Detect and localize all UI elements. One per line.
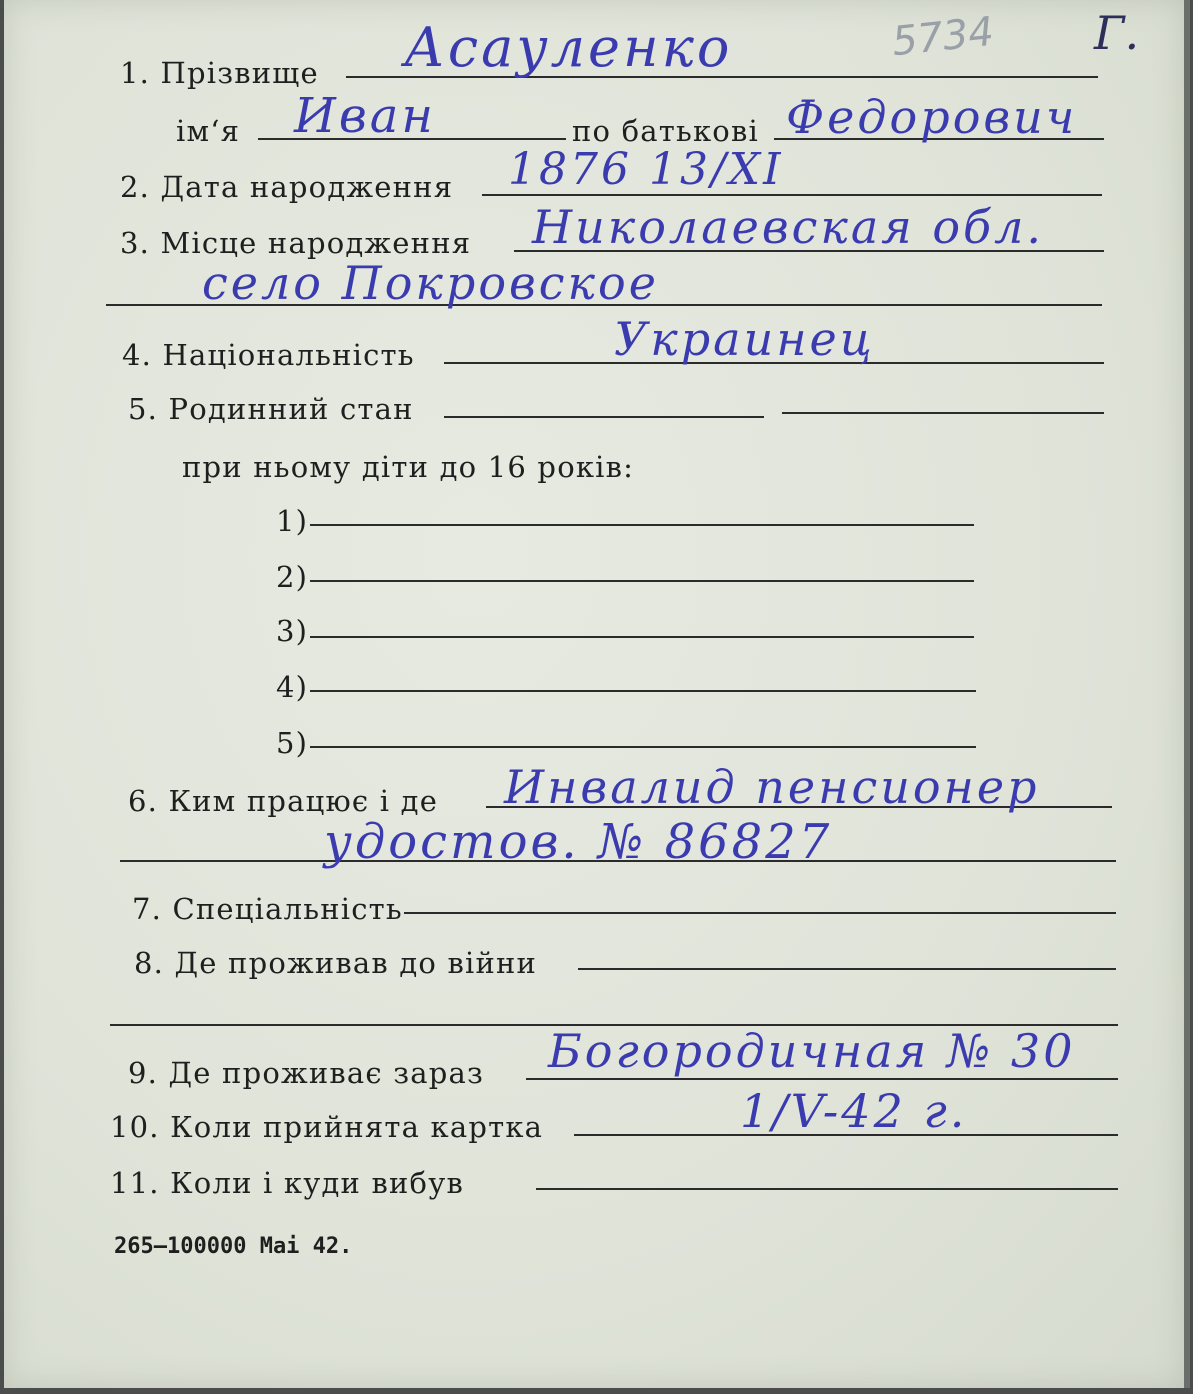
birth-date-label: 2. Дата народження	[120, 170, 454, 204]
employment-value-1: Инвалид пенсионер	[504, 760, 1040, 814]
child-3-line	[310, 636, 974, 638]
child-4-label: 4)	[276, 670, 309, 704]
departed-line	[536, 1188, 1118, 1190]
nationality-label: 4. Національність	[122, 338, 415, 372]
children-label: при ньому діти до 16 років:	[182, 450, 635, 484]
marital-status-label: 5. Родинний стан	[128, 392, 414, 426]
child-2-line	[310, 580, 974, 582]
patronymic-label: по батькові	[572, 114, 759, 148]
departed-label: 11. Коли і куди вибув	[110, 1166, 464, 1200]
card-accepted-value: 1/V-42 г.	[740, 1084, 968, 1138]
specialty-line	[404, 912, 1116, 914]
registration-card	[4, 0, 1190, 1388]
marital-status-line-1	[444, 416, 764, 418]
birth-place-value-2: село Покровское	[202, 256, 659, 310]
archive-letter: Г.	[1094, 6, 1140, 60]
name-value: Иван	[294, 88, 437, 144]
current-residence-label: 9. Де проживає зараз	[128, 1056, 485, 1090]
patronymic-value: Федорович	[786, 90, 1078, 144]
birth-place-value-1: Николаевская обл.	[532, 200, 1045, 254]
marital-status-line-2	[782, 412, 1104, 414]
child-2-label: 2)	[276, 560, 309, 594]
name-label: ім‘я	[176, 114, 241, 148]
card-accepted-label: 10. Коли прийнята картка	[110, 1110, 544, 1144]
surname-value: Асауленко	[404, 16, 733, 79]
print-imprint: 265–100000 Маі 42.	[114, 1234, 353, 1259]
child-3-label: 3)	[276, 614, 309, 648]
birth-place-label: 3. Місце народження	[120, 226, 472, 260]
current-residence-line	[526, 1078, 1118, 1080]
child-5-label: 5)	[276, 726, 309, 760]
surname-label: 1. Прізвище	[120, 56, 319, 90]
birth-date-value: 1876 13/XI	[508, 144, 784, 195]
child-1-label: 1)	[276, 504, 309, 538]
child-5-line	[310, 746, 976, 748]
employment-value-2: удостов. № 86827	[324, 814, 833, 870]
child-4-line	[310, 690, 976, 692]
employment-label: 6. Ким працює і де	[128, 784, 439, 818]
current-residence-value: Богородичная № 30	[548, 1024, 1076, 1078]
prewar-residence-label: 8. Де проживав до війни	[134, 946, 538, 980]
specialty-label: 7. Спеціальність	[132, 892, 403, 926]
archive-number: 5734	[889, 8, 996, 66]
nationality-value: Украинец	[614, 312, 875, 366]
prewar-residence-line-1	[578, 968, 1116, 970]
child-1-line	[310, 524, 974, 526]
